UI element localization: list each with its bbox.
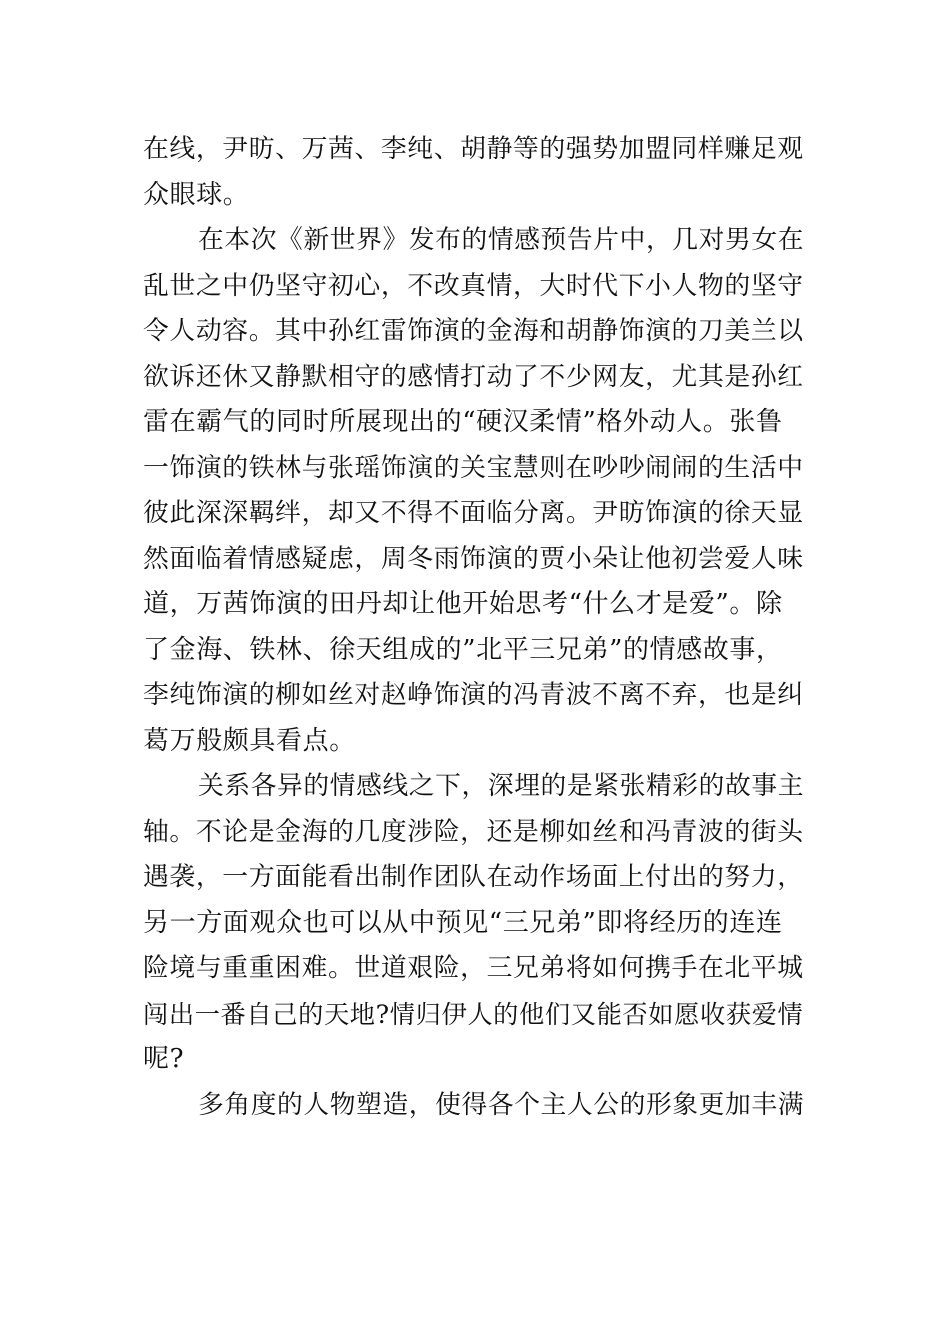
text-line: 彼此深深羁绊，却又不得不面临分离。尹昉饰演的徐天显 — [143, 498, 804, 528]
text-line: 在本次《新世界》发布的情感预告片中，几对男女在 — [198, 225, 805, 255]
text-line: 险境与重重困难。世道艰险，三兄弟将如何携手在北平城 — [143, 953, 804, 983]
paragraph-2 — [143, 218, 807, 764]
text-line: 众眼球。 — [143, 179, 250, 210]
text-line: 葛万般颇具看点。 — [143, 725, 356, 756]
text-line: 了金海、铁林、徐天组成的”北平三兄弟”的情感故事， — [143, 634, 783, 665]
text-line: 遇袭，一方面能看出制作团队在动作场面上付出的努力， — [143, 862, 804, 892]
text-line: 雷在霸气的同时所展现出的“硬汉柔情”格外动人。张鲁 — [143, 407, 783, 437]
paragraph-4 — [143, 1083, 807, 1129]
text-line: 欲诉还休又静默相守的感情打动了不少网友，尤其是孙红 — [143, 361, 804, 392]
text-line: 令人动容。其中孙红雷饰演的金海和胡静饰演的刀美兰以 — [143, 316, 804, 346]
text-line: 呢? — [143, 1044, 185, 1074]
text-line: 关系各异的情感线之下，深埋的是紧张精彩的故事主 — [198, 771, 805, 801]
text-line: 李纯饰演的柳如丝对赵峥饰演的冯青波不离不弃，也是纠 — [143, 680, 804, 710]
text-line: 轴。不论是金海的几度涉险，还是柳如丝和冯青波的街头 — [143, 816, 804, 847]
text-line: 道，万茜饰演的田丹却让他开始思考“什么才是爱”。除 — [143, 589, 783, 619]
text-line: 乱世之中仍坚守初心，不改真情，大时代下小人物的坚守 — [143, 270, 804, 301]
text-line: 在线，尹昉、万茜、李纯、胡静等的强势加盟同样赚足观 — [143, 134, 804, 164]
text-line: 一饰演的铁林与张瑶饰演的关宝慧则在吵吵闹闹的生活中 — [143, 452, 804, 483]
text-line: 多角度的人物塑造，使得各个主人公的形象更加丰满 — [198, 1089, 805, 1120]
text-line: 另一方面观众也可以从中预见“三兄弟”即将经历的连连 — [143, 907, 783, 938]
paragraph-3 — [143, 764, 807, 1083]
paragraph-1 — [143, 127, 807, 218]
text-line: 闯出一番自己的天地?情归伊人的他们又能否如愿收获爱情 — [143, 999, 804, 1029]
document-body — [143, 127, 807, 1128]
text-line: 然面临着情感疑虑，周冬雨饰演的贾小朵让他初尝爱人味 — [143, 543, 804, 574]
